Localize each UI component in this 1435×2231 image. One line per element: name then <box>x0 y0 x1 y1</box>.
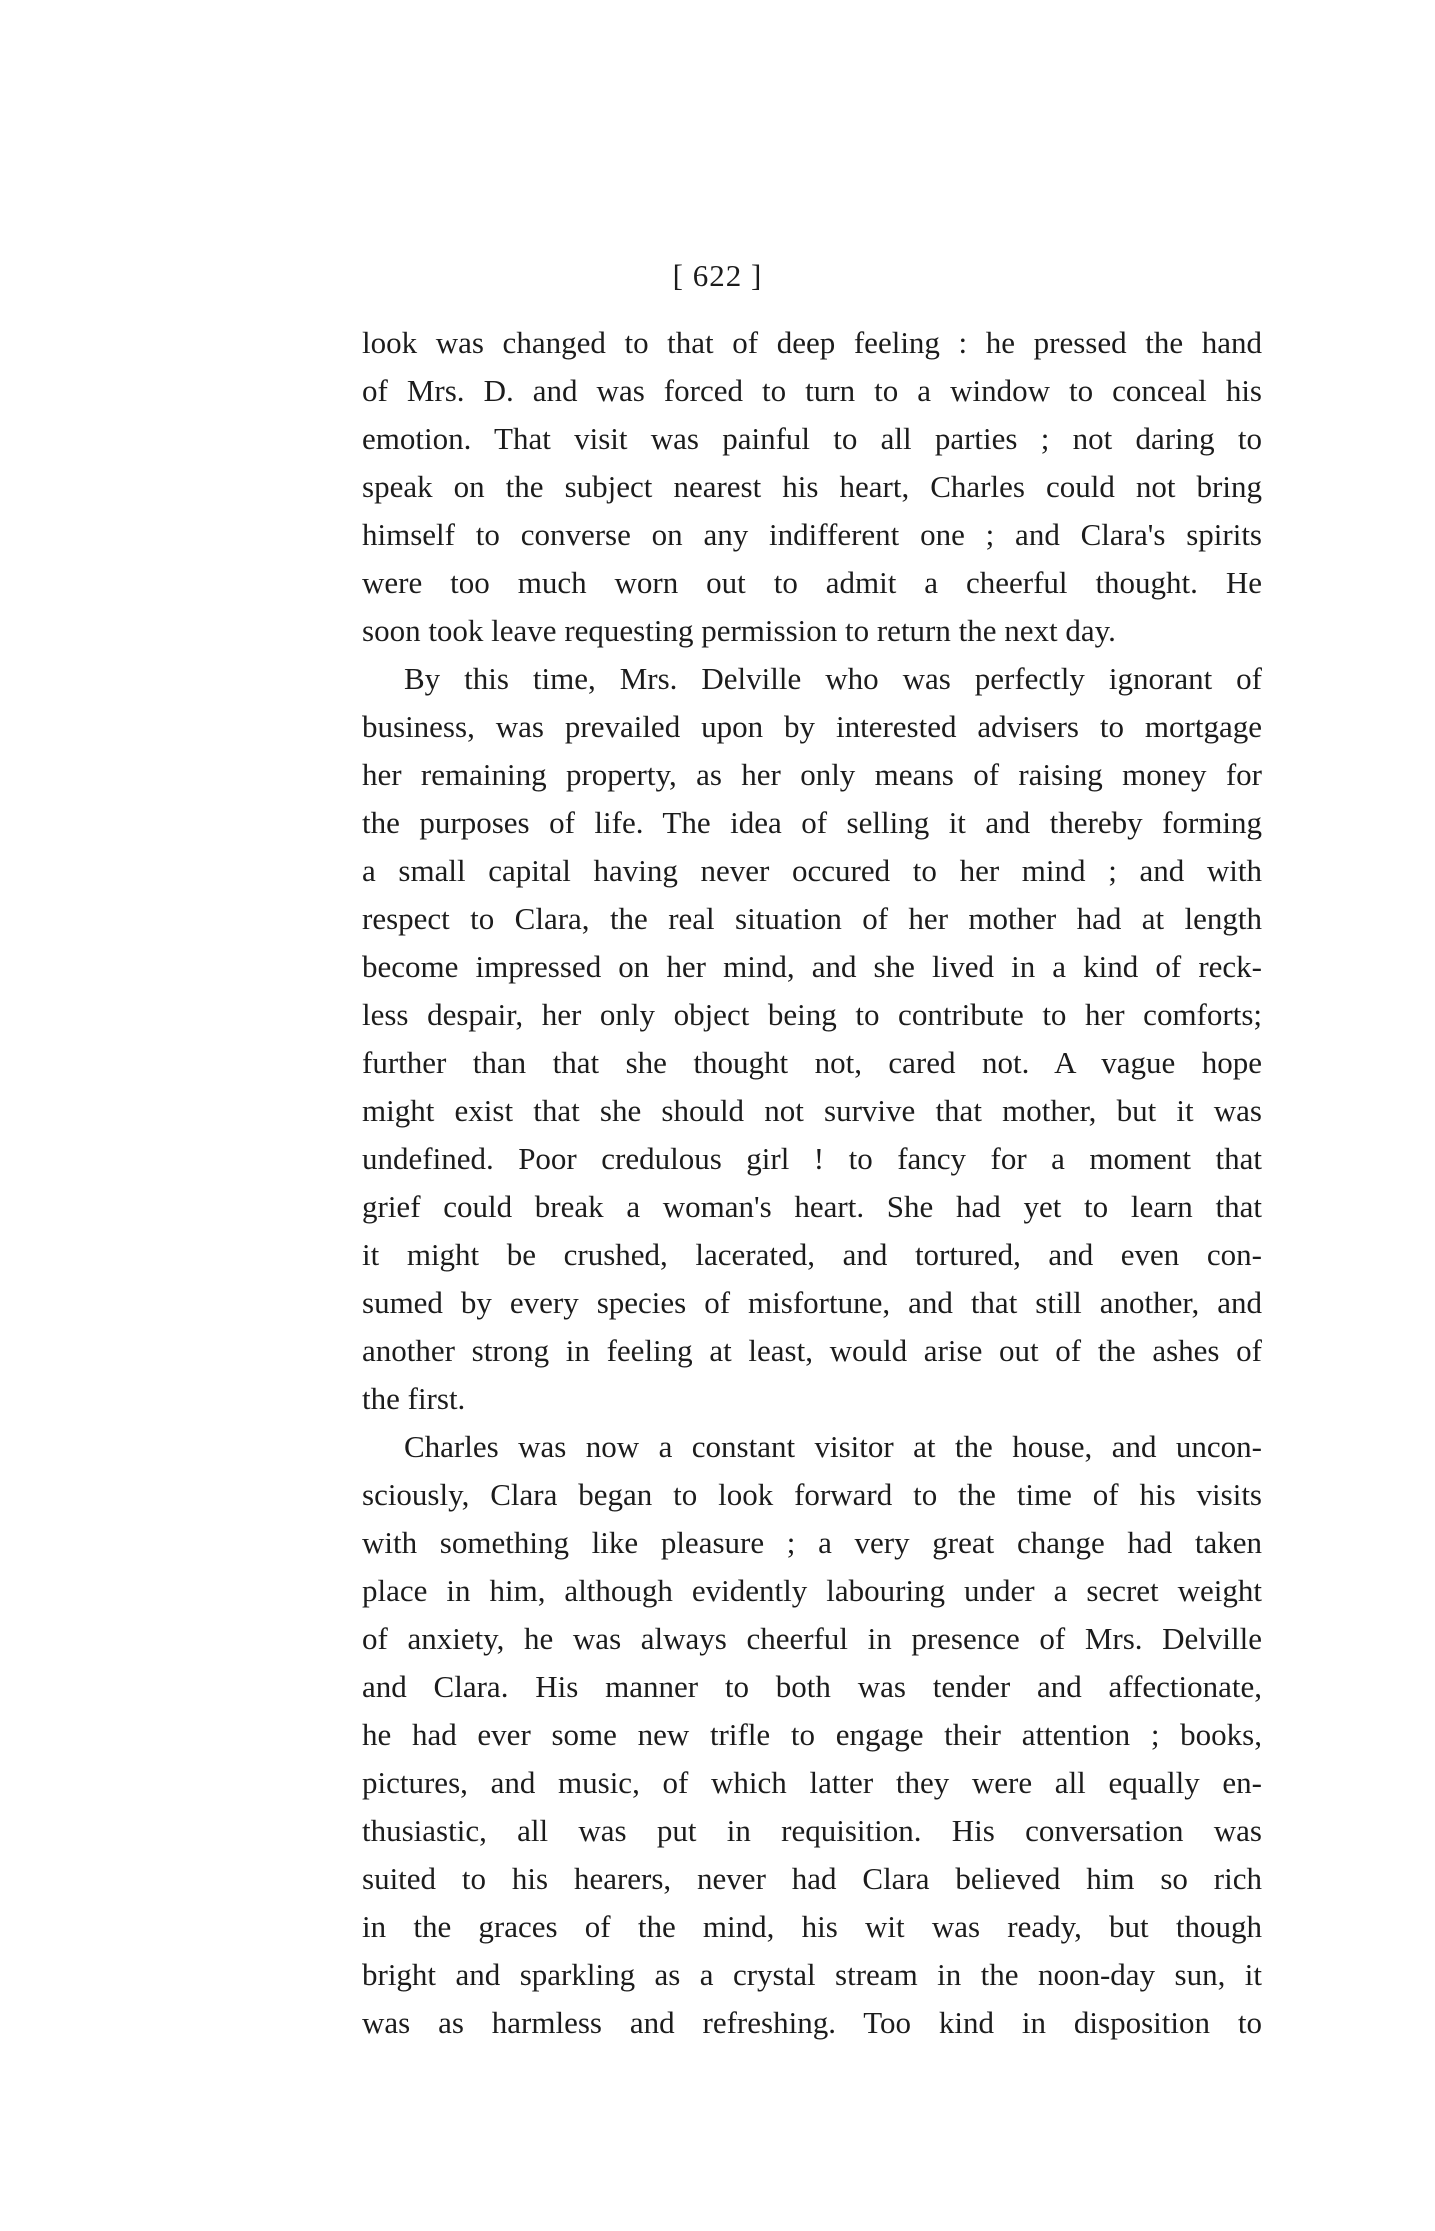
text-line: thusiastic, all was put in requisition. His conversation was <box>362 1813 1262 1848</box>
text-line: place in him, although evidently labouring under a secret weight <box>362 1573 1262 1608</box>
text-line: become impressed on her mind, and she lived in a kind of reck- <box>362 949 1262 984</box>
text-line: soon took leave requesting permission to return the next day. <box>362 613 1116 648</box>
text-line: emotion. That visit was painful to all parties ; not daring to <box>362 421 1262 456</box>
text-line: bright and sparkling as a crystal stream in the noon-day sun, it <box>362 1957 1262 1992</box>
text-line: and Clara. His manner to both was tender and affectionate, <box>362 1669 1262 1704</box>
text-line: business, was prevailed upon by interested advisers to mortgage <box>362 709 1262 744</box>
text-line: undefined. Poor credulous girl ! to fancy for a moment that <box>362 1141 1262 1176</box>
text-line: with something like pleasure ; a very great change had taken <box>362 1525 1262 1560</box>
text-line: he had ever some new trifle to engage their attention ; books, <box>362 1717 1262 1752</box>
text-line: were too much worn out to admit a cheerful thought. He <box>362 565 1262 600</box>
text-line: of anxiety, he was always cheerful in presence of Mrs. Delville <box>362 1621 1262 1656</box>
text-line: By this time, Mrs. Delville who was perfectly ignorant of <box>404 661 1262 696</box>
text-line: Charles was now a constant visitor at the house, and uncon- <box>404 1429 1262 1464</box>
paragraph-3 <box>362 1423 1262 2047</box>
text-line: himself to converse on any indifferent one ; and Clara's spirits <box>362 517 1262 552</box>
text-line: might exist that she should not survive that mother, but it was <box>362 1093 1262 1128</box>
text-line: sumed by every species of misfortune, and that still another, and <box>362 1285 1262 1320</box>
text-line: grief could break a woman's heart. She had yet to learn that <box>362 1189 1262 1224</box>
text-line: sciously, Clara began to look forward to the time of his visits <box>362 1477 1262 1512</box>
text-line: the first. <box>362 1381 466 1416</box>
page-number: [ 622 ] <box>672 258 763 293</box>
text-line: speak on the subject nearest his heart, Charles could not bring <box>362 469 1262 504</box>
text-line: pictures, and music, of which latter they were all equally en- <box>362 1765 1262 1800</box>
body-text <box>362 319 1262 2047</box>
text-line: less despair, her only object being to contribute to her comforts; <box>362 997 1262 1032</box>
text-line: of Mrs. D. and was forced to turn to a window to conceal his <box>362 373 1262 408</box>
text-line: in the graces of the mind, his wit was ready, but though <box>362 1909 1262 1944</box>
text-line: it might be crushed, lacerated, and tortured, and even con- <box>362 1237 1262 1272</box>
text-line: her remaining property, as her only means of raising money for <box>362 757 1262 792</box>
text-line: suited to his hearers, never had Clara believed him so rich <box>362 1861 1262 1896</box>
paragraph-2 <box>362 655 1262 1423</box>
text-line: respect to Clara, the real situation of her mother had at length <box>362 901 1262 936</box>
text-line: look was changed to that of deep feeling : he pressed the hand <box>362 325 1262 360</box>
text-line: the purposes of life. The idea of selling it and thereby forming <box>362 805 1262 840</box>
text-line: a small capital having never occured to her mind ; and with <box>362 853 1262 888</box>
paragraph-1 <box>362 319 1262 655</box>
text-line: was as harmless and refreshing. Too kind in disposition to <box>362 2005 1262 2040</box>
text-line: another strong in feeling at least, would arise out of the ashes of <box>362 1333 1262 1368</box>
text-line: further than that she thought not, cared not. A vague hope <box>362 1045 1262 1080</box>
